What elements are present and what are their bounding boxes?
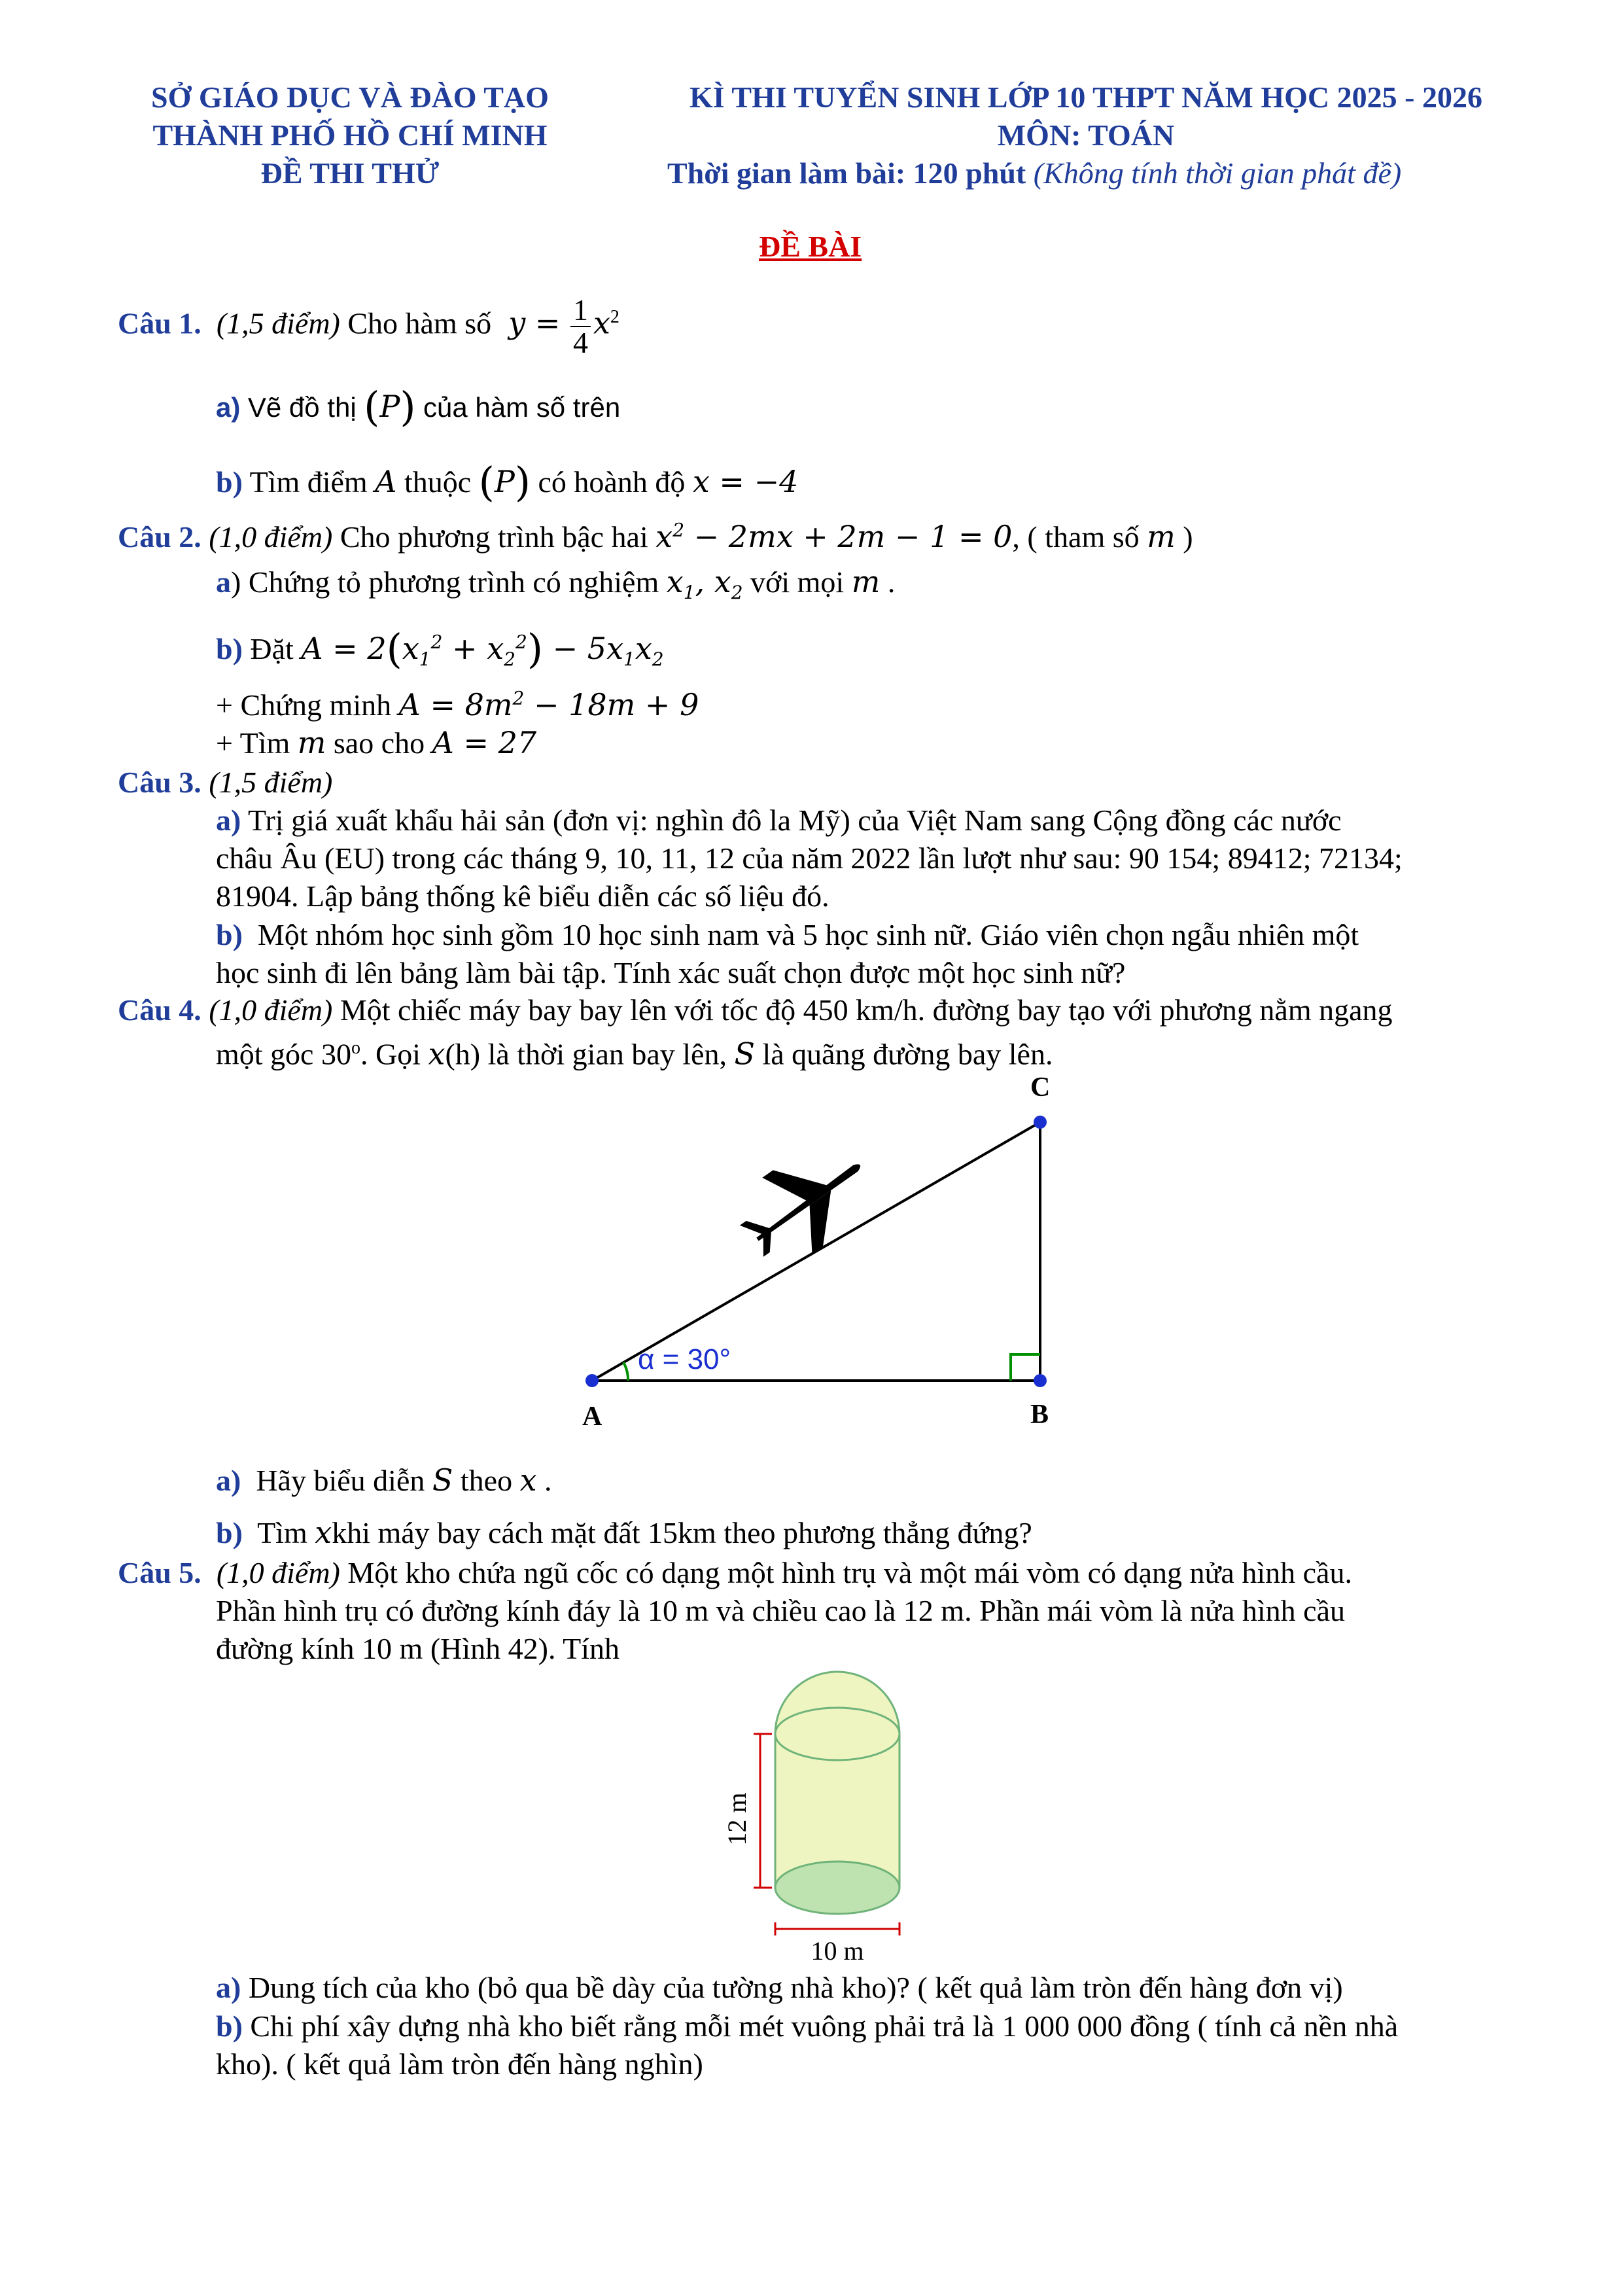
q5-a: a) Dung tích của kho (bỏ qua bề dày của tường nhà kho)? ( kết quả làm tròn đến hàng đơn vị) [216,1971,1343,2004]
point-b-label: B [1030,1400,1049,1430]
q2-c1: + Chứng minh $A = 8m^2 - 18m + 9$ [216,687,699,722]
q3-stem: Câu 3. (1,5 điểm) [118,766,333,799]
exam-title: KÌ THI TUYỂN SINH LỚP 10 THPT NĂM HỌC 2025 - 2026 [689,80,1482,114]
height-label: 12 m [722,1792,752,1846]
cylinder-figure [707,1662,929,1963]
q5-b: b) Chi phí xây dựng nhà kho biết rằng mỗi mét vuông phải trả là 1 000 000 đồng ( tính cả nền nhà kho). ( kết quả làm tròn đến hàng nghìn) [216,2009,1399,2081]
q4-stem: Câu 4. (1,0 điểm) Một chiếc máy bay bay lên với tốc độ 450 km/h. đường bay tạo với phương nằm ngang một góc 30$^o$. Gọi x(h) là thời gian bay lên, S là quãng đường bay lên. [118,993,1393,1072]
point-c-label: C [1030,1072,1051,1103]
plane-triangle-figure [556,1067,1079,1433]
q1-b: b) Tìm điểm A thuộc (P) có hoành độ x = −4 [216,458,799,506]
q2-a: a) Chứng tỏ phương trình có nghiệm $x_1$, $x_2$ với mọi m . [216,564,896,604]
q3-a: a) Trị giá xuất khẩu hải sản (đơn vị: nghìn đô la Mỹ) của Việt Nam sang Cộng đồng các nước châu Âu (EU) trong các tháng 9, 10, 11, 12 của năm 2022 lần lượt như sau: 90 154; 89412; 72134; 81904. Lập bảng thống kê biểu diễn các số liệu đó. [216,804,1403,913]
q4-b: b) Tìm xkhi máy bay cách mặt đất 15km theo phương thẳng đứng? [216,1515,1032,1550]
time-limit: Thời gian làm bài: 120 phút (Không tính thời gian phát đề) [667,156,1402,190]
exam-type: ĐỀ THI THỬ [260,156,440,190]
dept-name: SỞ GIÁO DỤC VÀ ĐÀO TẠO [151,80,549,114]
point-a-label: A [582,1402,602,1432]
q1-stem: Câu 1. (1,5 điểm) Cho hàm số y = $\frac{1}{4}$ $x^2$ [118,293,620,359]
q3-b: b) Một nhóm học sinh gồm 10 học sinh nam và 5 học sinh nữ. Giáo viên chọn ngẫu nhiên một học sinh đi lên bảng làm bài tập. Tính xác suất chọn được một học sinh nữ? [216,918,1359,989]
q4-a: a) Hãy biểu diễn S theo x . [216,1462,552,1498]
city-name: THÀNH PHỐ HỒ CHÍ MINH [152,118,548,152]
diameter-label: 10 m [811,1936,864,1963]
angle-label: α = 30° [638,1343,731,1375]
q1-a: a) Vẽ đồ thị (P) của hàm số trên [216,383,621,431]
subject: MÔN: TOÁN [997,118,1175,152]
q2-b: b) Đặt $A = 2(x_1^2 + x_2^2) - 5x_1x_2$ [216,625,664,673]
q2-stem: Câu 2. (1,0 điểm) Cho phương trình bậc hai $x^2 - 2mx + 2m - 1 = 0$, ( tham số m ) [118,519,1193,554]
page-title: ĐỀ BÀI [759,230,862,263]
q5-stem: Câu 5. (1,0 điểm) Một kho chứa ngũ cốc có dạng một hình trụ và một mái vòm có dạng nửa hình cầu. Phần hình trụ có đường kính đáy là 10 m và chiều cao là 12 m. Phần mái vòm là nửa hình cầu đường kính 10 m (Hình 42). Tính [118,1556,1352,1665]
q2-c2: + Tìm m sao cho A = 27 [216,725,537,760]
